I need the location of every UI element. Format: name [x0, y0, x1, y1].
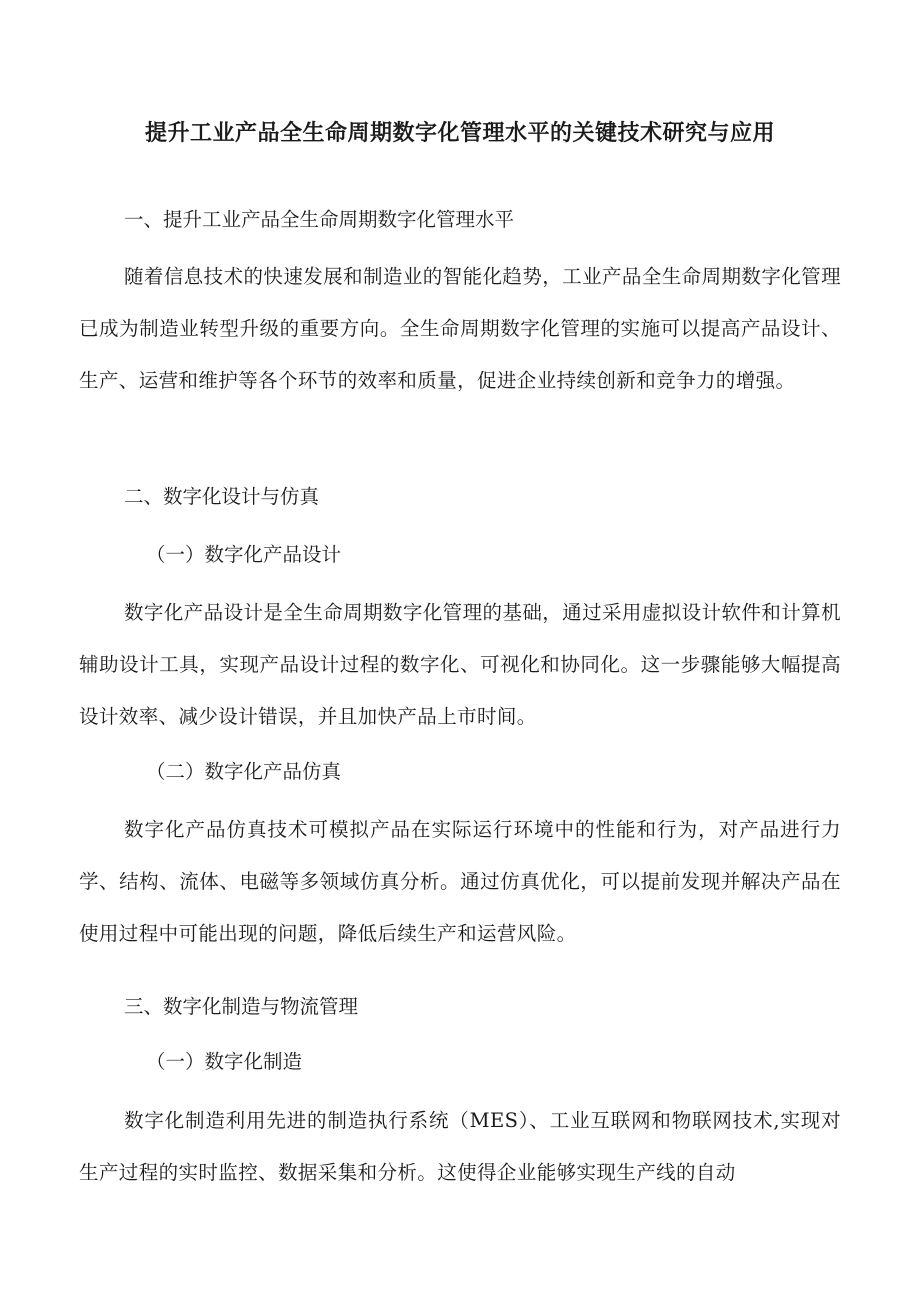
section-2-2-heading: （二）数字化产品仿真 — [146, 760, 342, 783]
document-title: 提升工业产品全生命周期数字化管理水平的关键技术研究与应用 — [144, 121, 775, 146]
section-2-2-paragraph: 数字化产品仿真技术可模拟产品在实际运行环境中的性能和行为，对产品进行力学、结构、流体、电磁等多领域仿真分析。通过仿真优化，可以提前发现并解决产品在使用过程中可能出现的问题，降低后续生产和运营风险。 — [79, 818, 841, 945]
section-3-heading: 三、数字化制造与物流管理 — [124, 995, 359, 1018]
section-3-1-heading: （一）数字化制造 — [146, 1050, 303, 1073]
section-2-1-heading: （一）数字化产品设计 — [146, 543, 342, 566]
section-1-paragraph: 随着信息技术的快速发展和制造业的智能化趋势，工业产品全生命周期数字化管理已成为制造业转型升级的重要方向。全生命周期数字化管理的实施可以提高产品设计、生产、运营和维护等各个环节的效率和质量，促进企业持续创新和竞争力的增强。 — [79, 265, 841, 392]
section-1-heading: 一、提升工业产品全生命周期数字化管理水平 — [124, 208, 515, 231]
section-2-heading: 二、数字化设计与仿真 — [124, 485, 320, 508]
section-2-1-paragraph: 数字化产品设计是全生命周期数字化管理的基础，通过采用虚拟设计软件和计算机辅助设计工具，实现产品设计过程的数字化、可视化和协同化。这一步骤能够大幅提高设计效率、减少设计错误，并且加快产品上市时间。 — [79, 601, 841, 728]
section-3-1-paragraph: 数字化制造利用先进的制造执行系统（MES）、工业互联网和物联网技术,实现对生产过程的实时监控、数据采集和分析。这使得企业能够实现生产线的自动 — [79, 1109, 841, 1184]
